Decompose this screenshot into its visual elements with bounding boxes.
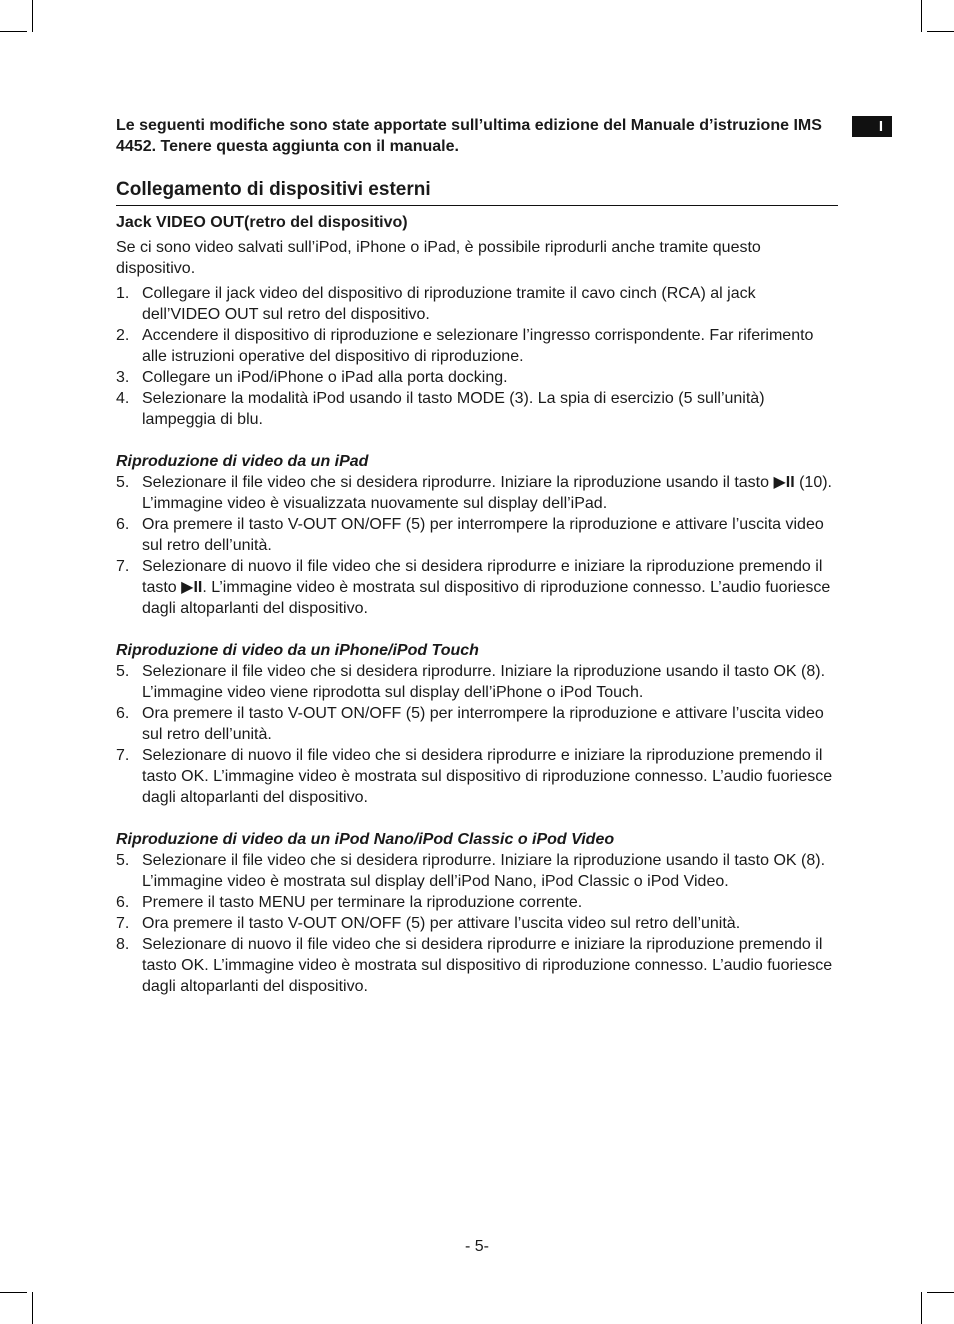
list-item: 8. Selezionare di nuovo il file video che si desidera riprodurre e iniziare la riproduzione premendo il tasto OK. L’immagine video è mostrata sul dispositivo di riproduzione connesso. L’audio fuoriesce dagli altoparlanti del dispositivo. xyxy=(116,936,833,995)
ipod-nano-steps xyxy=(116,850,838,997)
list-item: 1. Collegare il jack video del dispositivo di riproduzione tramite il cavo cinch (RCA) al jack dell’VIDEO OUT sul retro del dispositivo. xyxy=(116,285,756,323)
list-item: 6. Ora premere il tasto V-OUT ON/OFF (5) per interrompere la riproduzione e attivare l’uscita video sul retro dell’unità. xyxy=(116,516,824,554)
jack-subheading: Jack VIDEO OUT(retro del dispositivo) xyxy=(116,214,408,231)
crop-mark xyxy=(921,1292,922,1324)
list-item: 7. Selezionare di nuovo il file video che si desidera riprodurre e iniziare la riproduzione premendo il tasto ▶II. L’immagine video è mostrata sul dispositivo di riproduzione connesso. L’audio fuoriesce dagli altoparlanti del dispositivo. xyxy=(116,558,831,617)
page-number: - 5- xyxy=(465,1238,489,1255)
iphone-steps xyxy=(116,661,838,808)
crop-mark xyxy=(32,0,33,32)
setup-steps xyxy=(116,283,838,430)
intro-paragraph: Se ci sono video salvati sull’iPod, iPhone o iPad, è possibile riprodurli anche tramite questo dispositivo. xyxy=(116,239,761,277)
iphone-subheading: Riproduzione di video da un iPhone/iPod Touch xyxy=(116,642,479,659)
crop-mark xyxy=(32,1292,33,1324)
crop-mark xyxy=(0,31,27,32)
play-pause-icon: ▶II xyxy=(773,474,795,491)
language-tab: I xyxy=(852,116,892,137)
page-content xyxy=(116,115,838,997)
ipod-nano-subheading: Riproduzione di video da un iPod Nano/iPod Classic o iPod Video xyxy=(116,831,615,848)
list-item: 2. Accendere il dispositivo di riproduzione e selezionare l’ingresso corrispondente. Far riferimento alle istruzioni operative del dispositivo di riproduzione. xyxy=(116,327,814,365)
list-item: 6. Ora premere il tasto V-OUT ON/OFF (5) per interrompere la riproduzione e attivare l’uscita video sul retro dell’unità. xyxy=(116,705,824,743)
section-title: Collegamento di dispositivi esterni xyxy=(116,179,838,206)
ipad-steps xyxy=(116,472,838,619)
list-item: 6. Premere il tasto MENU per terminare la riproduzione corrente. xyxy=(116,894,583,911)
list-item: 4. Selezionare la modalità iPod usando il tasto MODE (3). La spia di esercizio (5 sull’unità) lampeggia di blu. xyxy=(116,390,765,428)
list-item: 5. Selezionare il file video che si desidera riprodurre. Iniziare la riproduzione usando il tasto OK (8). L’immagine video viene riprodotta sul display dell’iPhone o iPod Touch. xyxy=(116,663,826,701)
intro-note: Le seguenti modifiche sono state apportate sull’ultima edizione del Manuale d’istruzione IMS 4452. Tenere questa aggiunta con il manuale. xyxy=(116,117,822,155)
crop-mark xyxy=(921,0,922,32)
list-item: 5. Selezionare il file video che si desidera riprodurre. Iniziare la riproduzione usando il tasto OK (8). L’immagine video è mostrata sul display dell’iPod Nano, iPod Classic o iPod Video. xyxy=(116,852,826,890)
list-item: 5. Selezionare il file video che si desidera riprodurre. Iniziare la riproduzione usando il tasto ▶II (10). L’immagine video è visualizzata nuovamente sul display dell’iPad. xyxy=(116,474,832,512)
list-item: 7. Ora premere il tasto V-OUT ON/OFF (5) per attivare l’uscita video sul retro dell’unità. xyxy=(116,915,741,932)
list-item: 7. Selezionare di nuovo il file video che si desidera riprodurre e iniziare la riproduzione premendo il tasto OK. L’immagine video è mostrata sul dispositivo di riproduzione connesso. L’audio fuoriesce dagli altoparlanti del dispositivo. xyxy=(116,747,833,806)
list-item: 3. Collegare un iPod/iPhone o iPad alla porta docking. xyxy=(116,369,508,386)
ipad-subheading: Riproduzione di video da un iPad xyxy=(116,453,369,470)
crop-mark xyxy=(927,1292,954,1293)
crop-mark xyxy=(927,31,954,32)
crop-mark xyxy=(0,1292,27,1293)
play-pause-icon: ▶II xyxy=(181,579,203,596)
